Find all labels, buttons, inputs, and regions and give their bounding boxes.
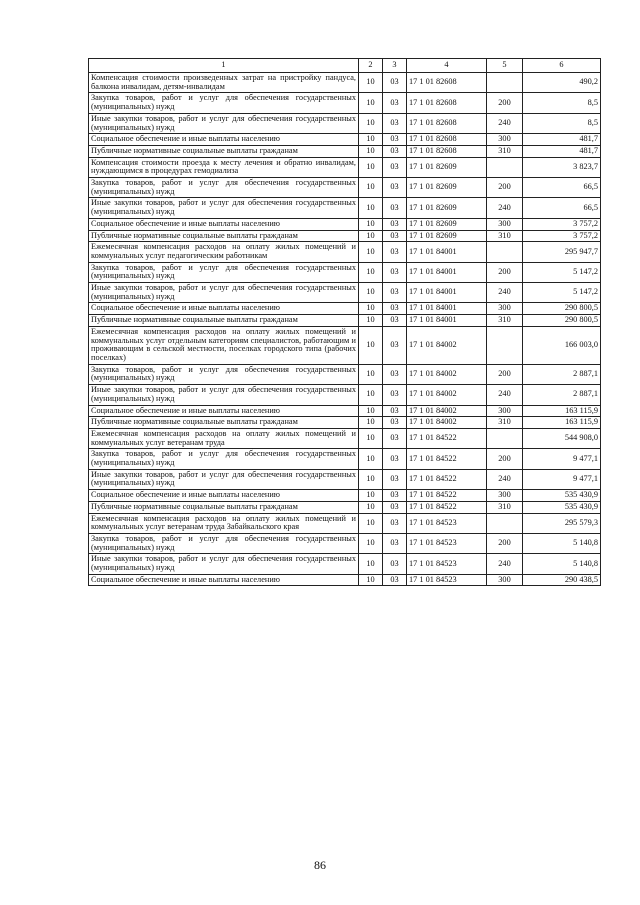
cell-section: 10 bbox=[359, 73, 383, 93]
cell-target-article: 17 1 01 84002 bbox=[407, 385, 487, 405]
cell-target-article: 17 1 01 84002 bbox=[407, 326, 487, 364]
cell-amount: 290 438,5 bbox=[523, 574, 601, 586]
cell-section: 10 bbox=[359, 428, 383, 448]
header-col-5: 5 bbox=[487, 59, 523, 73]
cell-row-name: Ежемесячная компенсация расходов на оплату жилых помещений и коммунальных услуг ветеранам труда bbox=[89, 428, 359, 448]
cell-section: 10 bbox=[359, 405, 383, 417]
cell-expense-type: 300 bbox=[487, 303, 523, 315]
table-row bbox=[89, 428, 601, 448]
cell-row-name: Социальное обеспечение и иные выплаты населению bbox=[89, 490, 359, 502]
cell-expense-type: 200 bbox=[487, 262, 523, 282]
cell-target-article: 17 1 01 82608 bbox=[407, 145, 487, 157]
cell-amount: 9 477,1 bbox=[523, 469, 601, 489]
cell-row-name: Компенсация стоимости произведенных затрат на пристройку пандуса, балкона инвалидам, детям-инвалидам bbox=[89, 73, 359, 93]
cell-subsection: 03 bbox=[383, 449, 407, 469]
cell-subsection: 03 bbox=[383, 283, 407, 303]
cell-target-article: 17 1 01 84001 bbox=[407, 242, 487, 262]
cell-expense-type bbox=[487, 428, 523, 448]
cell-subsection: 03 bbox=[383, 501, 407, 513]
cell-row-name: Публичные нормативные социальные выплаты гражданам bbox=[89, 145, 359, 157]
budget-table bbox=[88, 58, 601, 586]
cell-subsection: 03 bbox=[383, 134, 407, 146]
cell-section: 10 bbox=[359, 230, 383, 242]
cell-amount: 295 947,7 bbox=[523, 242, 601, 262]
cell-row-name: Ежемесячная компенсация расходов на оплату жилых помещений и коммунальных услуг ветеранам труда Забайкальского края bbox=[89, 513, 359, 533]
cell-section: 10 bbox=[359, 315, 383, 327]
cell-subsection: 03 bbox=[383, 198, 407, 218]
cell-row-name: Ежемесячная компенсация расходов на оплату жилых помещений и коммунальных услуг отдельным категориям специалистов, работающим и проживающим в сельской местности, поселках городского типа (рабочих поселках) bbox=[89, 326, 359, 364]
cell-section: 10 bbox=[359, 326, 383, 364]
cell-expense-type bbox=[487, 242, 523, 262]
table-row bbox=[89, 262, 601, 282]
cell-subsection: 03 bbox=[383, 178, 407, 198]
cell-subsection: 03 bbox=[383, 385, 407, 405]
cell-expense-type: 310 bbox=[487, 230, 523, 242]
cell-expense-type: 240 bbox=[487, 113, 523, 133]
cell-target-article: 17 1 01 84522 bbox=[407, 428, 487, 448]
table-row bbox=[89, 513, 601, 533]
table-row bbox=[89, 93, 601, 113]
cell-target-article: 17 1 01 84001 bbox=[407, 283, 487, 303]
cell-expense-type: 300 bbox=[487, 574, 523, 586]
cell-row-name: Социальное обеспечение и иные выплаты населению bbox=[89, 405, 359, 417]
cell-target-article: 17 1 01 82609 bbox=[407, 218, 487, 230]
cell-amount: 535 430,9 bbox=[523, 490, 601, 502]
cell-target-article: 17 1 01 84523 bbox=[407, 574, 487, 586]
cell-amount: 9 477,1 bbox=[523, 449, 601, 469]
page-number: 86 bbox=[314, 858, 326, 872]
cell-target-article: 17 1 01 84522 bbox=[407, 501, 487, 513]
table-row bbox=[89, 303, 601, 315]
header-col-2: 2 bbox=[359, 59, 383, 73]
cell-row-name: Закупка товаров, работ и услуг для обеспечения государственных (муниципальных) нужд bbox=[89, 178, 359, 198]
cell-section: 10 bbox=[359, 533, 383, 553]
cell-target-article: 17 1 01 82609 bbox=[407, 230, 487, 242]
header-col-1: 1 bbox=[89, 59, 359, 73]
cell-section: 10 bbox=[359, 385, 383, 405]
cell-expense-type: 200 bbox=[487, 533, 523, 553]
cell-expense-type: 300 bbox=[487, 218, 523, 230]
cell-section: 10 bbox=[359, 178, 383, 198]
cell-subsection: 03 bbox=[383, 113, 407, 133]
cell-amount: 66,5 bbox=[523, 198, 601, 218]
cell-expense-type bbox=[487, 513, 523, 533]
cell-amount: 3 757,2 bbox=[523, 218, 601, 230]
cell-subsection: 03 bbox=[383, 230, 407, 242]
cell-subsection: 03 bbox=[383, 303, 407, 315]
table-row bbox=[89, 574, 601, 586]
table-row bbox=[89, 501, 601, 513]
cell-subsection: 03 bbox=[383, 326, 407, 364]
cell-section: 10 bbox=[359, 134, 383, 146]
cell-amount: 3 757,2 bbox=[523, 230, 601, 242]
cell-amount: 163 115,9 bbox=[523, 417, 601, 429]
cell-row-name: Иные закупки товаров, работ и услуг для обеспечения государственных (муниципальных) нужд bbox=[89, 113, 359, 133]
cell-subsection: 03 bbox=[383, 315, 407, 327]
cell-row-name: Закупка товаров, работ и услуг для обеспечения государственных (муниципальных) нужд bbox=[89, 93, 359, 113]
cell-expense-type: 240 bbox=[487, 198, 523, 218]
table-row bbox=[89, 469, 601, 489]
cell-expense-type bbox=[487, 157, 523, 177]
cell-expense-type: 200 bbox=[487, 93, 523, 113]
header-row bbox=[89, 59, 601, 73]
cell-row-name: Иные закупки товаров, работ и услуг для обеспечения государственных (муниципальных) нужд bbox=[89, 554, 359, 574]
cell-target-article: 17 1 01 84522 bbox=[407, 490, 487, 502]
cell-section: 10 bbox=[359, 469, 383, 489]
cell-row-name: Публичные нормативные социальные выплаты гражданам bbox=[89, 417, 359, 429]
table-row bbox=[89, 405, 601, 417]
cell-expense-type: 200 bbox=[487, 178, 523, 198]
cell-row-name: Социальное обеспечение и иные выплаты населению bbox=[89, 218, 359, 230]
cell-row-name: Закупка товаров, работ и услуг для обеспечения государственных (муниципальных) нужд bbox=[89, 449, 359, 469]
table-row bbox=[89, 315, 601, 327]
cell-expense-type bbox=[487, 73, 523, 93]
cell-row-name: Иные закупки товаров, работ и услуг для обеспечения государственных (муниципальных) нужд bbox=[89, 469, 359, 489]
table-row bbox=[89, 218, 601, 230]
cell-target-article: 17 1 01 82608 bbox=[407, 93, 487, 113]
cell-amount: 5 147,2 bbox=[523, 262, 601, 282]
cell-row-name: Закупка товаров, работ и услуг для обеспечения государственных (муниципальных) нужд bbox=[89, 533, 359, 553]
cell-expense-type: 300 bbox=[487, 490, 523, 502]
cell-expense-type: 300 bbox=[487, 134, 523, 146]
cell-subsection: 03 bbox=[383, 574, 407, 586]
cell-expense-type: 240 bbox=[487, 385, 523, 405]
cell-section: 10 bbox=[359, 554, 383, 574]
cell-expense-type: 200 bbox=[487, 364, 523, 384]
cell-section: 10 bbox=[359, 198, 383, 218]
cell-amount: 3 823,7 bbox=[523, 157, 601, 177]
cell-section: 10 bbox=[359, 449, 383, 469]
cell-amount: 5 140,8 bbox=[523, 554, 601, 574]
cell-amount: 481,7 bbox=[523, 134, 601, 146]
cell-section: 10 bbox=[359, 364, 383, 384]
cell-subsection: 03 bbox=[383, 513, 407, 533]
cell-amount: 8,5 bbox=[523, 113, 601, 133]
cell-subsection: 03 bbox=[383, 417, 407, 429]
cell-target-article: 17 1 01 82609 bbox=[407, 178, 487, 198]
cell-target-article: 17 1 01 82609 bbox=[407, 157, 487, 177]
cell-target-article: 17 1 01 84522 bbox=[407, 449, 487, 469]
table-body bbox=[89, 73, 601, 586]
cell-expense-type bbox=[487, 326, 523, 364]
cell-target-article: 17 1 01 84522 bbox=[407, 469, 487, 489]
cell-expense-type: 240 bbox=[487, 283, 523, 303]
cell-target-article: 17 1 01 84001 bbox=[407, 262, 487, 282]
table-row bbox=[89, 178, 601, 198]
cell-row-name: Социальное обеспечение и иные выплаты населению bbox=[89, 574, 359, 586]
table-row bbox=[89, 554, 601, 574]
cell-row-name: Социальное обеспечение и иные выплаты населению bbox=[89, 134, 359, 146]
header-col-3: 3 bbox=[383, 59, 407, 73]
cell-section: 10 bbox=[359, 501, 383, 513]
cell-expense-type: 310 bbox=[487, 145, 523, 157]
cell-subsection: 03 bbox=[383, 73, 407, 93]
cell-section: 10 bbox=[359, 262, 383, 282]
cell-subsection: 03 bbox=[383, 218, 407, 230]
cell-row-name: Публичные нормативные социальные выплаты гражданам bbox=[89, 501, 359, 513]
cell-amount: 66,5 bbox=[523, 178, 601, 198]
cell-amount: 2 887,1 bbox=[523, 364, 601, 384]
cell-section: 10 bbox=[359, 283, 383, 303]
cell-target-article: 17 1 01 82608 bbox=[407, 134, 487, 146]
cell-subsection: 03 bbox=[383, 262, 407, 282]
cell-subsection: 03 bbox=[383, 242, 407, 262]
table-row bbox=[89, 230, 601, 242]
cell-subsection: 03 bbox=[383, 428, 407, 448]
cell-amount: 166 003,0 bbox=[523, 326, 601, 364]
cell-row-name: Публичные нормативные социальные выплаты гражданам bbox=[89, 230, 359, 242]
cell-target-article: 17 1 01 84002 bbox=[407, 405, 487, 417]
cell-row-name: Компенсация стоимости проезда к месту лечения и обратно инвалидам, нуждающимся в процедурах гемодиализа bbox=[89, 157, 359, 177]
cell-subsection: 03 bbox=[383, 145, 407, 157]
table-row bbox=[89, 242, 601, 262]
cell-subsection: 03 bbox=[383, 157, 407, 177]
cell-subsection: 03 bbox=[383, 93, 407, 113]
cell-row-name: Иные закупки товаров, работ и услуг для обеспечения государственных (муниципальных) нужд bbox=[89, 283, 359, 303]
table-row bbox=[89, 490, 601, 502]
cell-target-article: 17 1 01 84002 bbox=[407, 417, 487, 429]
cell-expense-type: 240 bbox=[487, 469, 523, 489]
table-row bbox=[89, 73, 601, 93]
cell-amount: 544 908,0 bbox=[523, 428, 601, 448]
cell-subsection: 03 bbox=[383, 405, 407, 417]
header-col-4: 4 bbox=[407, 59, 487, 73]
table-row bbox=[89, 326, 601, 364]
cell-row-name: Закупка товаров, работ и услуг для обеспечения государственных (муниципальных) нужд bbox=[89, 364, 359, 384]
cell-row-name: Закупка товаров, работ и услуг для обеспечения государственных (муниципальных) нужд bbox=[89, 262, 359, 282]
cell-row-name: Публичные нормативные социальные выплаты гражданам bbox=[89, 315, 359, 327]
cell-amount: 535 430,9 bbox=[523, 501, 601, 513]
table-row bbox=[89, 533, 601, 553]
cell-subsection: 03 bbox=[383, 554, 407, 574]
table-row bbox=[89, 134, 601, 146]
cell-target-article: 17 1 01 84523 bbox=[407, 554, 487, 574]
cell-section: 10 bbox=[359, 113, 383, 133]
table-row bbox=[89, 113, 601, 133]
cell-amount: 481,7 bbox=[523, 145, 601, 157]
cell-section: 10 bbox=[359, 218, 383, 230]
cell-amount: 163 115,9 bbox=[523, 405, 601, 417]
cell-amount: 490,2 bbox=[523, 73, 601, 93]
cell-target-article: 17 1 01 84001 bbox=[407, 303, 487, 315]
table-row bbox=[89, 145, 601, 157]
cell-target-article: 17 1 01 82608 bbox=[407, 73, 487, 93]
cell-target-article: 17 1 01 82608 bbox=[407, 113, 487, 133]
cell-subsection: 03 bbox=[383, 364, 407, 384]
cell-expense-type: 310 bbox=[487, 501, 523, 513]
table-row bbox=[89, 385, 601, 405]
cell-subsection: 03 bbox=[383, 533, 407, 553]
header-col-6: 6 bbox=[523, 59, 601, 73]
cell-target-article: 17 1 01 84523 bbox=[407, 513, 487, 533]
cell-row-name: Иные закупки товаров, работ и услуг для обеспечения государственных (муниципальных) нужд bbox=[89, 385, 359, 405]
cell-amount: 5 140,8 bbox=[523, 533, 601, 553]
cell-target-article: 17 1 01 84523 bbox=[407, 533, 487, 553]
cell-row-name: Ежемесячная компенсация расходов на оплату жилых помещений и коммунальных услуг педагогическим работникам bbox=[89, 242, 359, 262]
cell-section: 10 bbox=[359, 242, 383, 262]
cell-amount: 290 800,5 bbox=[523, 303, 601, 315]
table-row bbox=[89, 157, 601, 177]
cell-amount: 290 800,5 bbox=[523, 315, 601, 327]
cell-target-article: 17 1 01 84001 bbox=[407, 315, 487, 327]
table-header bbox=[89, 59, 601, 73]
cell-row-name: Социальное обеспечение и иные выплаты населению bbox=[89, 303, 359, 315]
cell-amount: 5 147,2 bbox=[523, 283, 601, 303]
table-row bbox=[89, 283, 601, 303]
cell-section: 10 bbox=[359, 303, 383, 315]
cell-expense-type: 310 bbox=[487, 315, 523, 327]
cell-section: 10 bbox=[359, 145, 383, 157]
cell-section: 10 bbox=[359, 574, 383, 586]
cell-amount: 2 887,1 bbox=[523, 385, 601, 405]
cell-section: 10 bbox=[359, 157, 383, 177]
table-row bbox=[89, 364, 601, 384]
cell-amount: 295 579,3 bbox=[523, 513, 601, 533]
cell-expense-type: 310 bbox=[487, 417, 523, 429]
cell-amount: 8,5 bbox=[523, 93, 601, 113]
cell-subsection: 03 bbox=[383, 469, 407, 489]
cell-target-article: 17 1 01 82609 bbox=[407, 198, 487, 218]
table-row bbox=[89, 198, 601, 218]
cell-section: 10 bbox=[359, 490, 383, 502]
cell-section: 10 bbox=[359, 93, 383, 113]
cell-expense-type: 300 bbox=[487, 405, 523, 417]
cell-section: 10 bbox=[359, 513, 383, 533]
cell-row-name: Иные закупки товаров, работ и услуг для обеспечения государственных (муниципальных) нужд bbox=[89, 198, 359, 218]
cell-section: 10 bbox=[359, 417, 383, 429]
cell-target-article: 17 1 01 84002 bbox=[407, 364, 487, 384]
cell-subsection: 03 bbox=[383, 490, 407, 502]
table-row bbox=[89, 417, 601, 429]
cell-expense-type: 240 bbox=[487, 554, 523, 574]
table-row bbox=[89, 449, 601, 469]
cell-expense-type: 200 bbox=[487, 449, 523, 469]
